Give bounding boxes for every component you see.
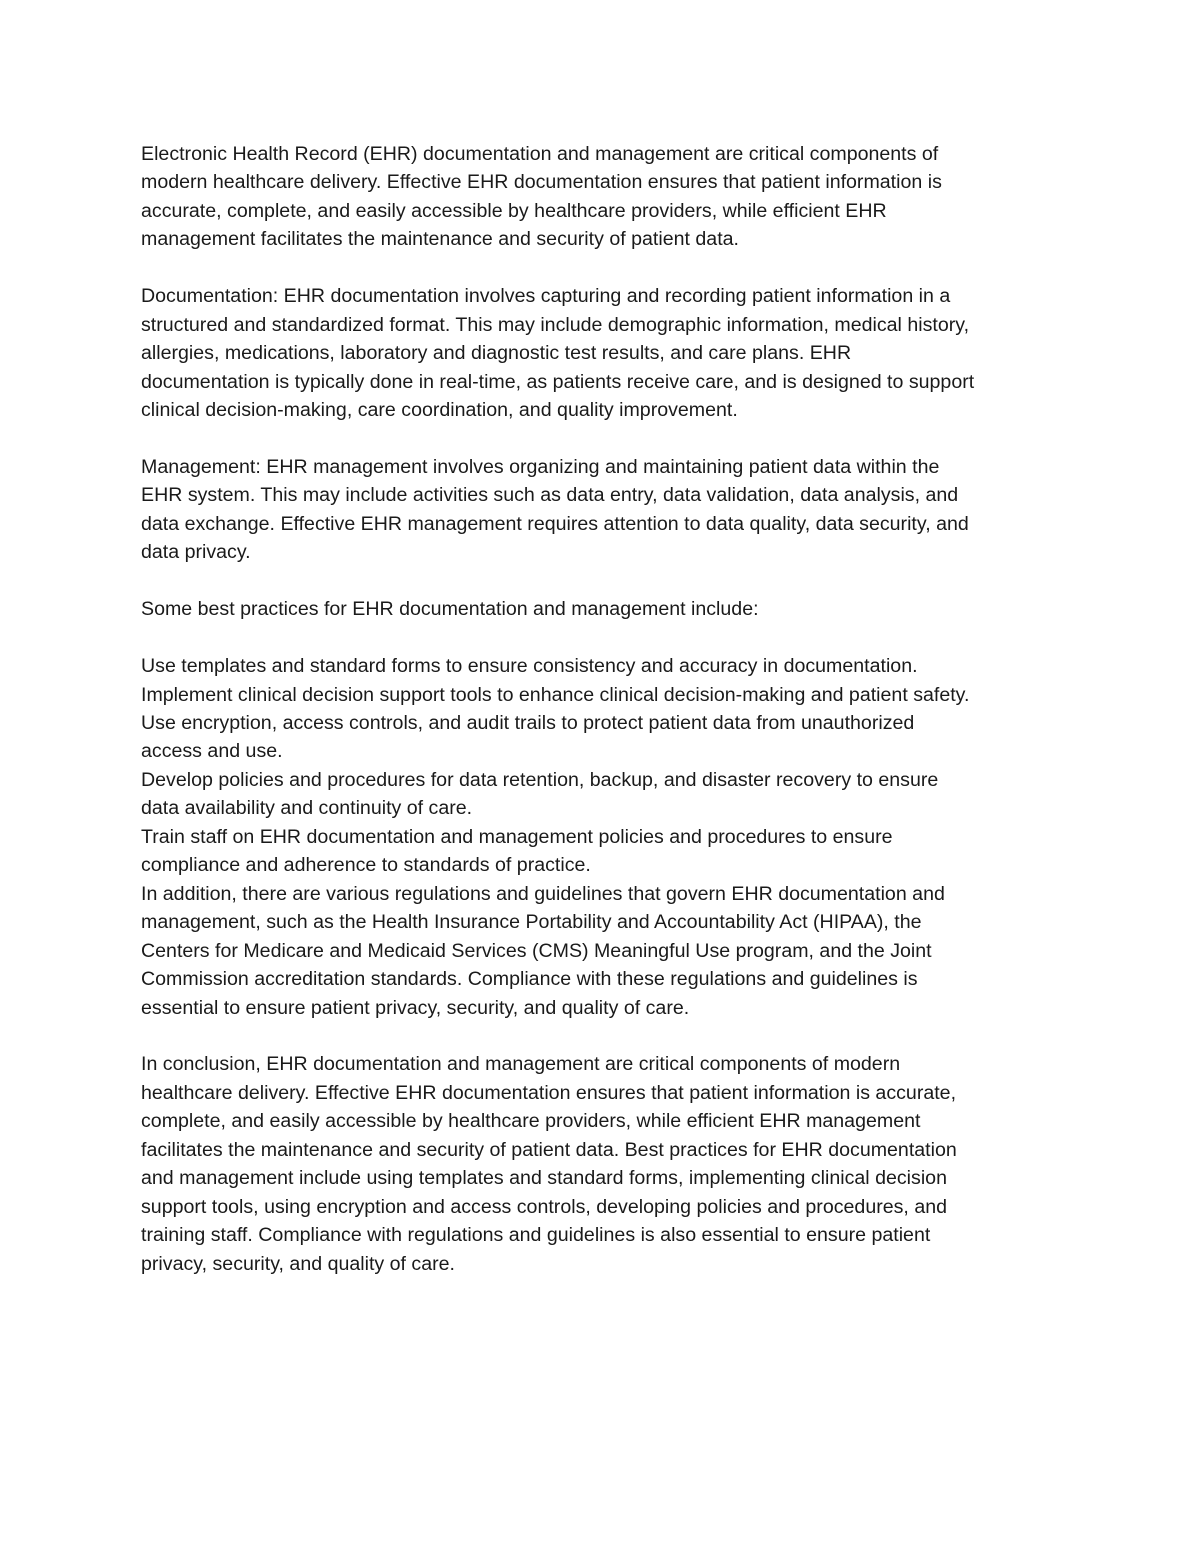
text-line: privacy, security, and quality of care. [141, 1252, 455, 1275]
text-line: support tools, using encryption and access controls, developing policies and procedures, and [141, 1195, 948, 1218]
text-line: Management: EHR management involves organizing and maintaining patient data within the [141, 455, 940, 478]
text-line: EHR system. This may include activities such as data entry, data validation, data analysis, and [141, 484, 959, 507]
documentation-paragraph [141, 282, 1071, 424]
paragraph-gap [141, 425, 1071, 453]
text-line: facilitates the maintenance and security of patient data. Best practices for EHR documentation [141, 1138, 957, 1161]
practice-line: Use encryption, access controls, and audit trails to protect patient data from unauthorized [141, 712, 915, 734]
practice-line: Commission accreditation standards. Compliance with these regulations and guidelines is [141, 968, 918, 991]
document-body [141, 140, 1071, 1278]
text-line: training staff. Compliance with regulations and guidelines is also essential to ensure patient [141, 1224, 931, 1247]
practice-line: data availability and continuity of care. [141, 797, 473, 820]
text-line: allergies, medications, laboratory and diagnostic test results, and care plans. EHR [141, 342, 852, 365]
practice-line: access and use. [141, 740, 283, 763]
text-line: healthcare delivery. Effective EHR documentation ensures that patient information is accurate, [141, 1081, 957, 1104]
text-line: Some best practices for EHR documentation and management include: [141, 598, 759, 621]
practice-line: Implement clinical decision support tools to enhance clinical decision-making and patient safety. [141, 683, 970, 706]
paragraph-gap [141, 624, 1071, 652]
text-line: accurate, complete, and easily accessible by healthcare providers, while efficient EHR [141, 199, 887, 222]
paragraph-gap [141, 254, 1071, 282]
practice-line: compliance and adherence to standards of practice. [141, 854, 591, 877]
practice-line: Centers for Medicare and Medicaid Services (CMS) Meaningful Use program, and the Joint [141, 939, 932, 962]
text-line: clinical decision-making, care coordination, and quality improvement. [141, 399, 738, 422]
practices-list [141, 652, 1071, 1022]
practice-line: essential to ensure patient privacy, security, and quality of care. [141, 996, 690, 1019]
paragraph-gap [141, 567, 1071, 595]
text-line: modern healthcare delivery. Effective EHR documentation ensures that patient information is [141, 171, 942, 194]
practice-line: management, such as the Health Insurance Portability and Accountability Act (HIPAA), the [141, 911, 922, 934]
text-line: structured and standardized format. This may include demographic information, medical history, [141, 313, 970, 336]
paragraph-gap [141, 1022, 1071, 1050]
text-line: management facilitates the maintenance and security of patient data. [141, 228, 739, 251]
text-line: Documentation: EHR documentation involves capturing and recording patient information in a [141, 285, 951, 308]
text-line: In conclusion, EHR documentation and management are critical components of modern [141, 1053, 901, 1076]
practice-line: In addition, there are various regulations and guidelines that govern EHR documentation and [141, 882, 945, 905]
text-line: data exchange. Effective EHR management requires attention to data quality, data security, and [141, 512, 969, 535]
text-line: Electronic Health Record (EHR) documentation and management are critical components of [141, 143, 939, 165]
text-line: complete, and easily accessible by healthcare providers, while efficient EHR management [141, 1110, 921, 1133]
conclusion-paragraph [141, 1050, 1071, 1278]
best-practices-intro [141, 595, 1071, 623]
practice-line: Develop policies and procedures for data retention, backup, and disaster recovery to ensure [141, 768, 939, 791]
text-line: and management include using templates and standard forms, implementing clinical decision [141, 1167, 947, 1190]
practice-line: Train staff on EHR documentation and management policies and procedures to ensure [141, 825, 893, 848]
text-line: data privacy. [141, 541, 251, 564]
text-line: documentation is typically done in real-time, as patients receive care, and is designed to support [141, 370, 975, 393]
practice-line: Use templates and standard forms to ensure consistency and accuracy in documentation. [141, 655, 918, 678]
intro-paragraph [141, 140, 1071, 254]
management-paragraph [141, 453, 1071, 567]
